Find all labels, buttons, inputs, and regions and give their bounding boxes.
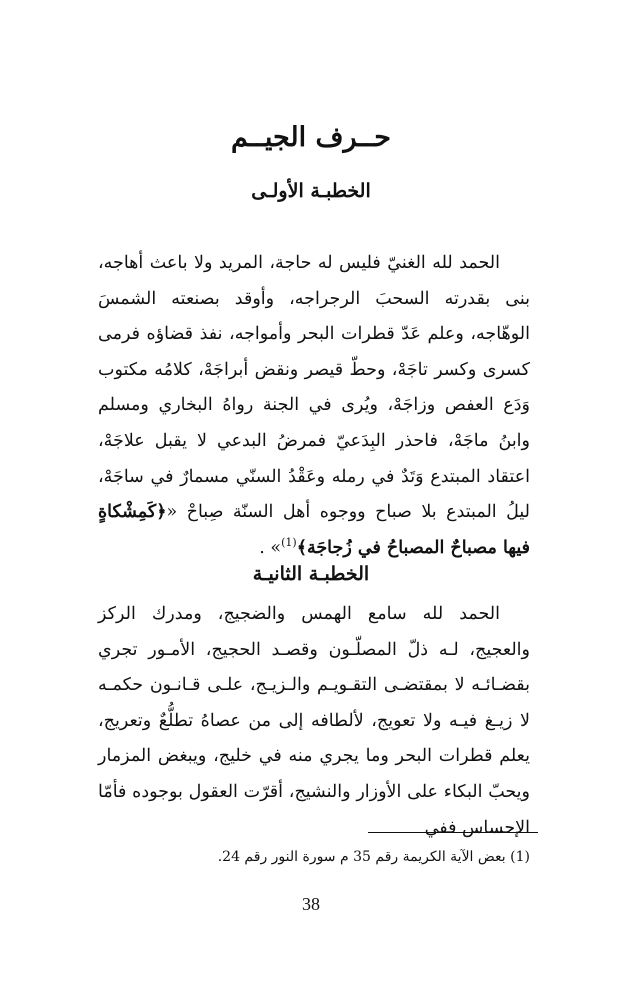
section-title-first-sermon: الخطبـة الأولـى bbox=[251, 180, 371, 202]
chapter-title: حــرف الجيــم bbox=[231, 122, 391, 153]
quote-open: « bbox=[166, 502, 187, 523]
footnote: (1) بعض الآية الكريمة رقم 35 م سورة النور رقم 24. bbox=[217, 849, 530, 865]
footnote-reference[interactable]: (1) bbox=[281, 535, 297, 549]
section-title-second-sermon: الخطبـة الثانيـة bbox=[252, 563, 370, 585]
quran-verse: ﴿كَمِشْكاةٍ فيها مصباحٌ المصباحُ في زُجاجَة﴾ bbox=[98, 502, 530, 558]
quote-close: » . bbox=[259, 537, 282, 558]
footnote-divider bbox=[368, 832, 538, 833]
first-sermon-body: الحمد لله الغنيّ فليس له حاجة، المريد ولا باعث أهاجه، بنى بقدرته السحبَ الرجراجه، وأوقد بصنعته الشمسَ الوهّاجه، وعلم عَدّ قطرات البحر وأمواجه، نفذ قضاؤه فرمى كسرى وكسر تاجَهْ، وحطّ قيصر ونقض أبراجَهْ، كلامُه مكتوب وَدَع العفص وزاجَهْ، ويُرى في الجنة رواهُ البخاري ومسلم وابنُ ماجَهْ، فاحذر البِدَعيّ فمرضُ البدعي لا يقبل علاجَهْ، اعتقاد المبتدع وَتَدٌ في رمله وعَقْدُ السنّي مسمارٌ في ساجَهْ، ليلُ المبتدع بلا صباح ووجوه أهل السنّة صِباحْ bbox=[98, 253, 530, 523]
second-sermon-paragraph bbox=[98, 597, 530, 846]
first-sermon-paragraph bbox=[98, 246, 530, 566]
second-sermon-body: الحمد لله سامع الهمس والضجيج، ومدرك الركز والعجيج، لـه ذلّ المصلّـون وقصـد الحجيج، الأمـور تجري بقضـائـه لا بمقتضـى التقـويـم والـزيـج، علـى قـانـون حكمـه لا زيـغ فيـه ولا تعويج، لألطافه إلى من عصاهُ تطلُّعٌ وتعريج، يعلم قطرات البحر وما يجري منه في خليج، ويبغض المزمار ويحبّ البكاء على الأوزار والنشيج، أقرّت العقول بوجوده فأمّا الإحساس ففي bbox=[98, 604, 530, 838]
page-number: 38 bbox=[302, 894, 320, 914]
